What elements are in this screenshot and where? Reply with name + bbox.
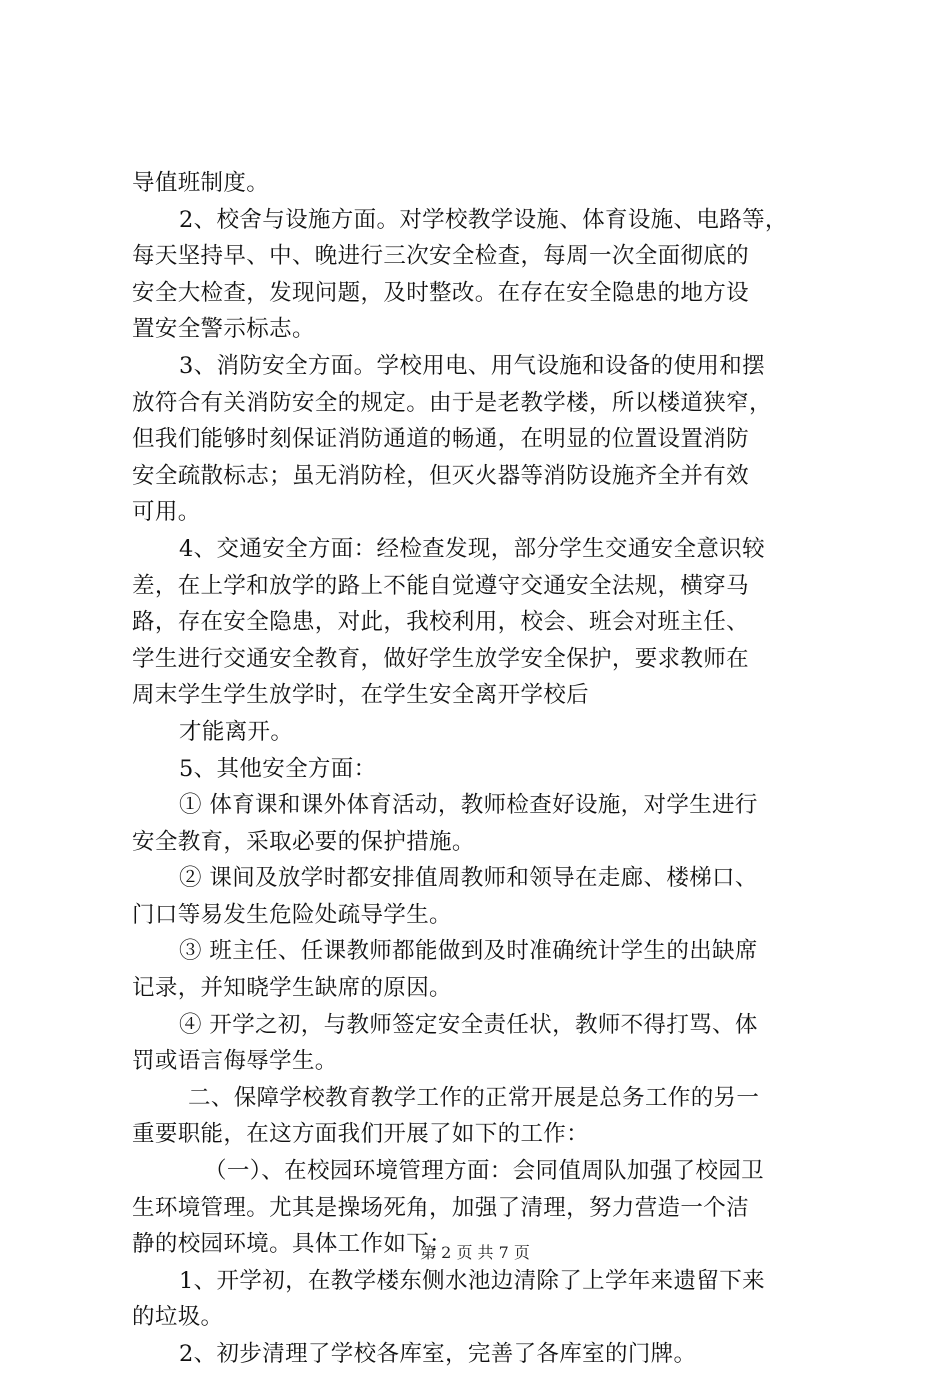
text-line: 重要职能，在这方面我们开展了如下的工作： bbox=[132, 1121, 590, 1148]
text-line: 安全大检查，发现问题，及时整改。在存在安全隐患的地方设 bbox=[132, 279, 749, 306]
text-line: 的垃圾。 bbox=[132, 1304, 224, 1331]
subsection-heading: （一）、在校园环境管理方面：会同值周队加强了校园卫 bbox=[204, 1158, 765, 1185]
text-line: 记录，并知晓学生缺席的原因。 bbox=[132, 975, 452, 1002]
list-item: ② 课间及放学时都安排值周教师和领导在走廊、楼梯口、 bbox=[179, 865, 758, 892]
text-line: 每天坚持早、中、晚进行三次安全检查，每周一次全面彻底的 bbox=[132, 243, 749, 270]
section-heading: 二、保障学校教育教学工作的正常开展是总务工作的另一 bbox=[188, 1084, 760, 1111]
text-line: 静的校园环境。具体工作如下： bbox=[132, 1231, 452, 1258]
text-line: 生环境管理。尤其是操场死角，加强了清理，努力营造一个洁 bbox=[132, 1194, 749, 1221]
paragraph-start: 才能离开。 bbox=[179, 718, 294, 745]
text-line: 置安全警示标志。 bbox=[132, 316, 315, 343]
text-line: 周末学生学生放学时，在学生安全离开学校后 bbox=[132, 682, 590, 709]
text-line: 安全教育，采取必要的保护措施。 bbox=[132, 828, 475, 855]
list-item: ③ 班主任、任课教师都能做到及时准确统计学生的出缺席 bbox=[179, 938, 758, 965]
text-line: 差，在上学和放学的路上不能自觉遵守交通安全法规，横穿马 bbox=[132, 572, 749, 599]
paragraph-start: 5、其他安全方面： bbox=[179, 755, 377, 782]
text-line: 可用。 bbox=[132, 499, 201, 526]
paragraph-start: 2、初步清理了学校各库室，完善了各库室的门牌。 bbox=[179, 1341, 697, 1367]
text-line: 导值班制度。 bbox=[132, 170, 270, 196]
paragraph-start: 4、交通安全方面：经检查发现，部分学生交通安全意识较 bbox=[179, 535, 765, 562]
paragraph-start: 2、校舍与设施方面。对学校教学设施、体育设施、电路等， bbox=[179, 206, 788, 233]
list-item: ① 体育课和课外体育活动，教师检查好设施，对学生进行 bbox=[179, 792, 758, 819]
page-number-footer: 第 2 页 共 7 页 bbox=[420, 1243, 530, 1262]
text-line: 放符合有关消防安全的规定。由于是老教学楼，所以楼道狭窄， bbox=[132, 389, 772, 416]
paragraph-start: 3、消防安全方面。学校用电、用气设施和设备的使用和摆 bbox=[179, 352, 765, 379]
text-line: 罚或语言侮辱学生。 bbox=[132, 1048, 338, 1075]
text-line: 路，存在安全隐患，对此，我校利用，校会、班会对班主任、 bbox=[132, 609, 749, 636]
text-line: 但我们能够时刻保证消防通道的畅通，在明显的位置设置消防 bbox=[132, 426, 749, 453]
paragraph-start: 1、开学初，在教学楼东侧水池边清除了上学年来遗留下来 bbox=[179, 1267, 765, 1294]
document-body bbox=[132, 165, 832, 1373]
text-line: 学生进行交通安全教育，做好学生放学安全保护，要求教师在 bbox=[132, 645, 749, 672]
text-line: 门口等易发生危险处疏导学生。 bbox=[132, 901, 452, 928]
list-item: ④ 开学之初，与教师签定安全责任状，教师不得打骂、体 bbox=[179, 1011, 758, 1038]
text-line: 安全疏散标志；虽无消防栓，但灭火器等消防设施齐全并有效 bbox=[132, 462, 749, 489]
